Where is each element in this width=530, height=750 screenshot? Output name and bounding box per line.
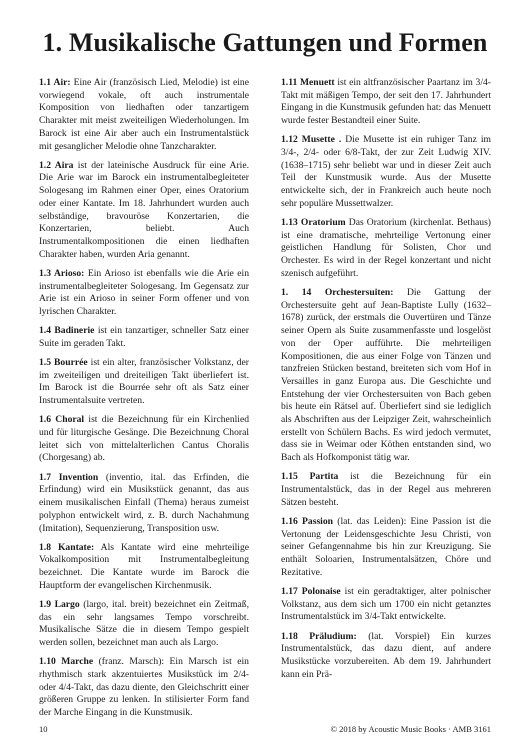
entry-aira: [39, 160, 249, 262]
entry-text: Die Musette ist ein ruhiger Tanz im 3/4-, 2/4- oder 6/8-Takt, der zur Zeit Ludwig XIV. (1638–1715) sehr beliebt war und in dieser Zeit auch Teil der Kunstmusik wurde. Aus der Musette entwickelte sich, der in Frankreich auch heute noch sehr populäre Mussettwalzer.: [281, 134, 491, 209]
entry-passion: [281, 516, 491, 580]
entry-term: 1.4 Badinerie: [39, 325, 95, 337]
entry-orchestersuiten: [281, 287, 491, 465]
right-column: [281, 77, 491, 688]
copyright-notice: © 2018 by Acoustic Music Books · AMB 3161: [330, 724, 491, 734]
entry-text: ist die Bezeichnung für ein Instrumentalstück, das in der Regel aus mehreren Sätzen besteht.: [281, 471, 491, 508]
entry-invention: [39, 472, 249, 536]
entry-term: 1.1 Air:: [39, 77, 71, 88]
entry-bourree: [39, 357, 249, 408]
entry-arioso: [39, 268, 249, 319]
entry-text: ist ein geradtaktiger, alter polnischer Volkstanz, aus dem sich um 1700 ein nicht getanztes Instrumentalstück im 3/4-Takt entwickelte.: [281, 586, 491, 623]
entry-choral: [39, 414, 249, 465]
entry-text: Ein Arioso ist ebenfalls wie die Arie ein instrumentalbegleiteter Sologesang. Im Gegensatz zur Arie ist ein Arioso in seiner Form offener und von lyrischen Charakter.: [39, 267, 249, 317]
page-number: 10: [39, 724, 48, 734]
entry-kantate: [39, 542, 249, 593]
entry-term: 1.11 Menuett: [281, 77, 335, 88]
entry-term: 1.2 Aira: [39, 159, 74, 171]
left-column: [39, 77, 249, 726]
entry-text: (lat. Vorspiel) Ein kurzes Instrumentalstück, das dazu dient, auf andere Musikstücke vorzubereiten. Ab dem 19. Jahrhundert kann ein Prä-: [281, 630, 491, 680]
entry-term: 1.17 Polonaise: [281, 586, 341, 598]
entry-badinerie: [39, 325, 249, 350]
entry-largo: [39, 599, 249, 650]
page-footer: [39, 724, 491, 736]
entry-musette: [281, 134, 491, 210]
entry-term: 1.18 Präludium:: [281, 630, 357, 642]
entry-marche: [39, 656, 249, 720]
entry-praeludium: [281, 631, 491, 682]
entry-partita: [281, 471, 491, 509]
entry-term: 1.16 Passion: [281, 516, 333, 527]
entry-polonaise: [281, 586, 491, 624]
entry-air: [39, 77, 249, 153]
entry-text: ist der lateinische Ausdruck für eine Arie. Die Arie war im Barock ein instrumentalbegleiteter Sologesang im Rahmen einer Oper, eines Oratorium oder einer Kantate. Im 18. Jahrhundert wurden auch selbständige, bravouröse Konzertarien, die Konzertarien, beliebt. Auch Instrumentalkompositionen die einen liedhaften Charakter haben, wurden Aria genannt.: [39, 159, 249, 260]
entry-text: (franz. Marsch): Ein Marsch ist ein rhythmisch stark akzentuiertes Musikstück im 2/4- oder 4/4-Takt, das dazu diente, den Gleichschritt einer größeren Gruppe zu lenken. In stilisierter Form fand der Marche Eingang in die Kunstmusik.: [39, 656, 249, 719]
entry-term: 1.5 Bourrée: [39, 357, 88, 369]
entry-text: (inventio, ital. das Erfinden, die Erfindung) wird ein Musikstück genannt, das aus einem musikalischen Einfall (Thema) heraus zumeist polyphon entwickelt wird, z. B. durch Nachahmung (Imitation), Sequenzierung, Transposition usw.: [39, 471, 249, 534]
entry-text: Das Oratorium (kirchenlat. Bethaus) ist eine dramatische, mehrteilige Vertonung einer geistlichen Handlung für Solisten, Chor und Orchester. Es wird in der Regel konzertant und nicht szenisch aufgeführt.: [281, 217, 491, 279]
entry-text: ist die Bezeichnung für ein Kirchenlied und für liturgische Gesänge. Die Bezeichnung Choral leitet sich von mittelalterlichen Cantus Choralis (Chorgesang) ab.: [39, 414, 249, 464]
entry-term: 1.9 Largo: [39, 599, 80, 611]
entry-term: 1.10 Marche: [39, 656, 94, 668]
entry-term: 1.6 Choral: [39, 414, 85, 426]
entry-text: Eine Air (französisch Lied, Melodie) ist eine vorwiegend vokale, oft auch instrumentale Komposition von liedhaften oder tanzartigem Charakter mit meist zweiteiligen Wiederholungen. Im Barock ist eine Air aber auch ein Instrumentalstück mit gesanglicher Melodie ohne Tanzcharakter.: [39, 77, 249, 152]
entry-menuett: [281, 77, 491, 128]
entry-text: Die Gattung der Orchestersuite geht auf Jean-Baptiste Lully (1632–1678) zurück, der erstmals die Ouvertüren und Tänze seiner Opern als Suite zusammenfasste und losgelöst von der Oper aufführte. Die mehrteiligen Kompositionen, die aus einer Folge von Tänzen und tanzfreien Stücken bestand, breiteten sich vom Hof in Versailles in ganz Europa aus. Die Geschichte und Entstehung der vier Orchestersuiten von Bach geben bis heute ein Rätsel auf. Überliefert sind sie lediglich als Abschriften aus der Leipziger Zeit, wahrscheinlich erstellt von Schülern Bachs. Es wird jedoch vermutet, dass sie in Weimar oder Köthen entstanden sind, wo Bach als Hofkomponist tätig war.: [281, 287, 491, 464]
entry-text: ist ein alter, französischer Volkstanz, der im zweiteiligen und dreiteiligen Takt überliefert ist. Im Barock ist die Bourrée sehr oft als Satz einer Instrumentalsuite vertreten.: [39, 357, 249, 407]
entry-text: Als Kantate wird eine mehrteilige Vokalkomposition mit Instrumentalbegleitung bezeichnet. Die Kantate wurde im Barock die Hauptform der evangelischen Kirchenmusik.: [39, 541, 249, 591]
entry-text: (lat. das Leiden): Eine Passion ist die Vertonung der Leidensgeschichte Jesu Christi, von seiner Gefangennahme bis hin zur Kreuzigung. Sie enthält Soloarien, Instrumentalsätzen, Chöre und Rezitative.: [281, 516, 491, 578]
entry-term: 1. 14 Orchestersuiten:: [281, 287, 394, 299]
entry-term: 1.12 Musette .: [281, 134, 342, 146]
entry-term: 1.3 Arioso:: [39, 267, 85, 279]
entry-text: ist ein altfranzösischer Paartanz im 3/4-Takt mit mäßigen Tempo, der seit den 17. Jahrhundert Eingang in die Kunstmusik gefunden hat: das Menuett wurde fester Bestandteil einer Suite.: [281, 77, 491, 127]
entry-text: ist ein tanzartiger, schneller Satz einer Suite im geraden Takt.: [39, 325, 250, 349]
entry-text: (largo, ital. breit) bezeichnet ein Zeitmaß, das ein sehr langsames Tempo vorschreibt. Musikalische Sätze die in diesem Tempo gespielt werden sollen, bezeichnet man auch als Largo.: [39, 599, 249, 649]
entry-term: 1.7 Invention: [39, 471, 99, 483]
entry-term: 1.8 Kantate:: [39, 541, 95, 553]
entry-term: 1.15 Partita: [281, 471, 339, 483]
entry-oratorium: [281, 217, 491, 281]
page-title: 1. Musikalische Gattungen und Formen: [42, 28, 488, 57]
entry-term: 1.13 Oratorium: [281, 217, 346, 229]
